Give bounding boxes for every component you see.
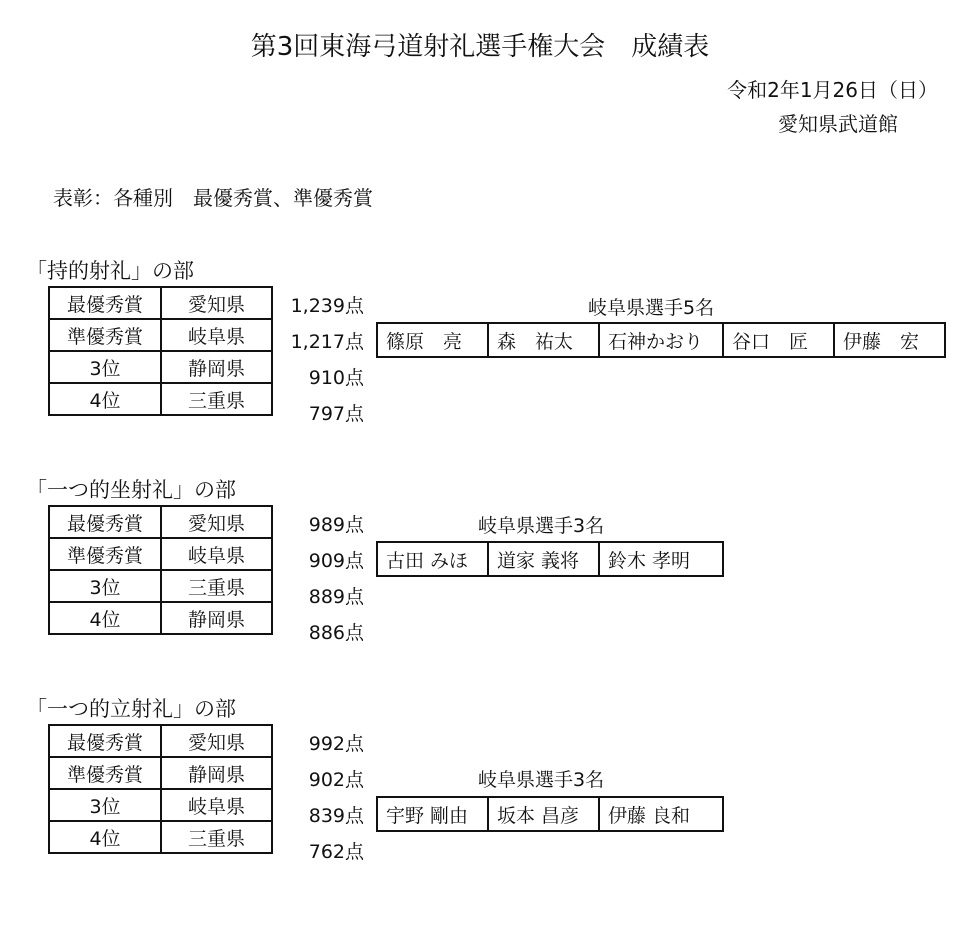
table-row: [377, 797, 723, 831]
event-venue: 愛知県武道館: [778, 112, 898, 136]
score-value: 886点: [308, 622, 364, 644]
prefecture-cell: 愛知県: [161, 506, 272, 538]
team-members-table: [376, 796, 724, 832]
rank-cell: 3位: [49, 570, 161, 602]
score-value: 797点: [308, 403, 364, 425]
member-name: 鈴木 孝明: [599, 542, 723, 576]
table-row: [49, 319, 272, 351]
section-title-mochimato: 「持的射礼」の部: [26, 259, 194, 283]
rank-cell: 4位: [49, 383, 161, 415]
rank-cell: 準優秀賞: [49, 538, 161, 570]
score-value: 762点: [308, 841, 364, 863]
member-name: 伊藤 良和: [599, 797, 723, 831]
rank-cell: 4位: [49, 821, 161, 853]
team-label: 岐阜県選手3名: [478, 769, 605, 791]
rank-cell: 3位: [49, 351, 161, 383]
score-value: 902点: [308, 769, 364, 791]
prefecture-cell: 静岡県: [161, 602, 272, 634]
score-value: 1,239点: [290, 295, 364, 317]
prefecture-cell: 岐阜県: [161, 319, 272, 351]
rank-cell: 準優秀賞: [49, 757, 161, 789]
member-name: 古田 みほ: [377, 542, 488, 576]
score-value: 839点: [308, 805, 364, 827]
team-label: 岐阜県選手5名: [588, 297, 715, 319]
prefecture-cell: 愛知県: [161, 725, 272, 757]
prefecture-cell: 三重県: [161, 383, 272, 415]
table-row: [49, 757, 272, 789]
rank-cell: 最優秀賞: [49, 725, 161, 757]
table-row: [49, 725, 272, 757]
table-row: [49, 506, 272, 538]
table-row: [49, 538, 272, 570]
member-name: 坂本 昌彦: [488, 797, 599, 831]
member-name: 石神かおり: [599, 323, 723, 357]
table-row: [49, 383, 272, 415]
rank-cell: 準優秀賞: [49, 319, 161, 351]
prefecture-cell: 三重県: [161, 821, 272, 853]
table-row: [377, 542, 723, 576]
member-name: 篠原 亮: [377, 323, 488, 357]
section-title-rissha: 「一つ的立射礼」の部: [26, 697, 236, 721]
section-title-zasha: 「一つ的坐射礼」の部: [26, 478, 236, 502]
table-row: [377, 323, 945, 357]
results-table-zasha: [48, 505, 273, 635]
rank-cell: 3位: [49, 789, 161, 821]
team-members-table: [376, 322, 946, 358]
table-row: [49, 570, 272, 602]
prefecture-cell: 愛知県: [161, 287, 272, 319]
award-note: 表彰：各種別 最優秀賞、準優秀賞: [53, 186, 373, 210]
member-name: 森 祐太: [488, 323, 599, 357]
prefecture-cell: 静岡県: [161, 351, 272, 383]
rank-cell: 4位: [49, 602, 161, 634]
event-date: 令和2年1月26日（日）: [727, 78, 938, 102]
score-value: 910点: [308, 367, 364, 389]
score-value: 1,217点: [290, 331, 364, 353]
table-row: [49, 602, 272, 634]
table-row: [49, 351, 272, 383]
prefecture-cell: 三重県: [161, 570, 272, 602]
member-name: 道家 義将: [488, 542, 599, 576]
member-name: 伊藤 宏: [834, 323, 945, 357]
member-name: 谷口 匠: [723, 323, 834, 357]
table-row: [49, 287, 272, 319]
rank-cell: 最優秀賞: [49, 506, 161, 538]
table-row: [49, 821, 272, 853]
rank-cell: 最優秀賞: [49, 287, 161, 319]
prefecture-cell: 岐阜県: [161, 538, 272, 570]
member-name: 宇野 剛由: [377, 797, 488, 831]
prefecture-cell: 静岡県: [161, 757, 272, 789]
score-value: 992点: [308, 733, 364, 755]
table-row: [49, 789, 272, 821]
score-value: 909点: [308, 550, 364, 572]
team-label: 岐阜県選手3名: [478, 515, 605, 537]
score-value: 889点: [308, 586, 364, 608]
prefecture-cell: 岐阜県: [161, 789, 272, 821]
team-members-table: [376, 541, 724, 577]
results-table-rissha: [48, 724, 273, 854]
page-title: 第3回東海弓道射礼選手権大会 成績表: [250, 32, 710, 62]
score-value: 989点: [308, 514, 364, 536]
results-table-mochimato: [48, 286, 273, 416]
